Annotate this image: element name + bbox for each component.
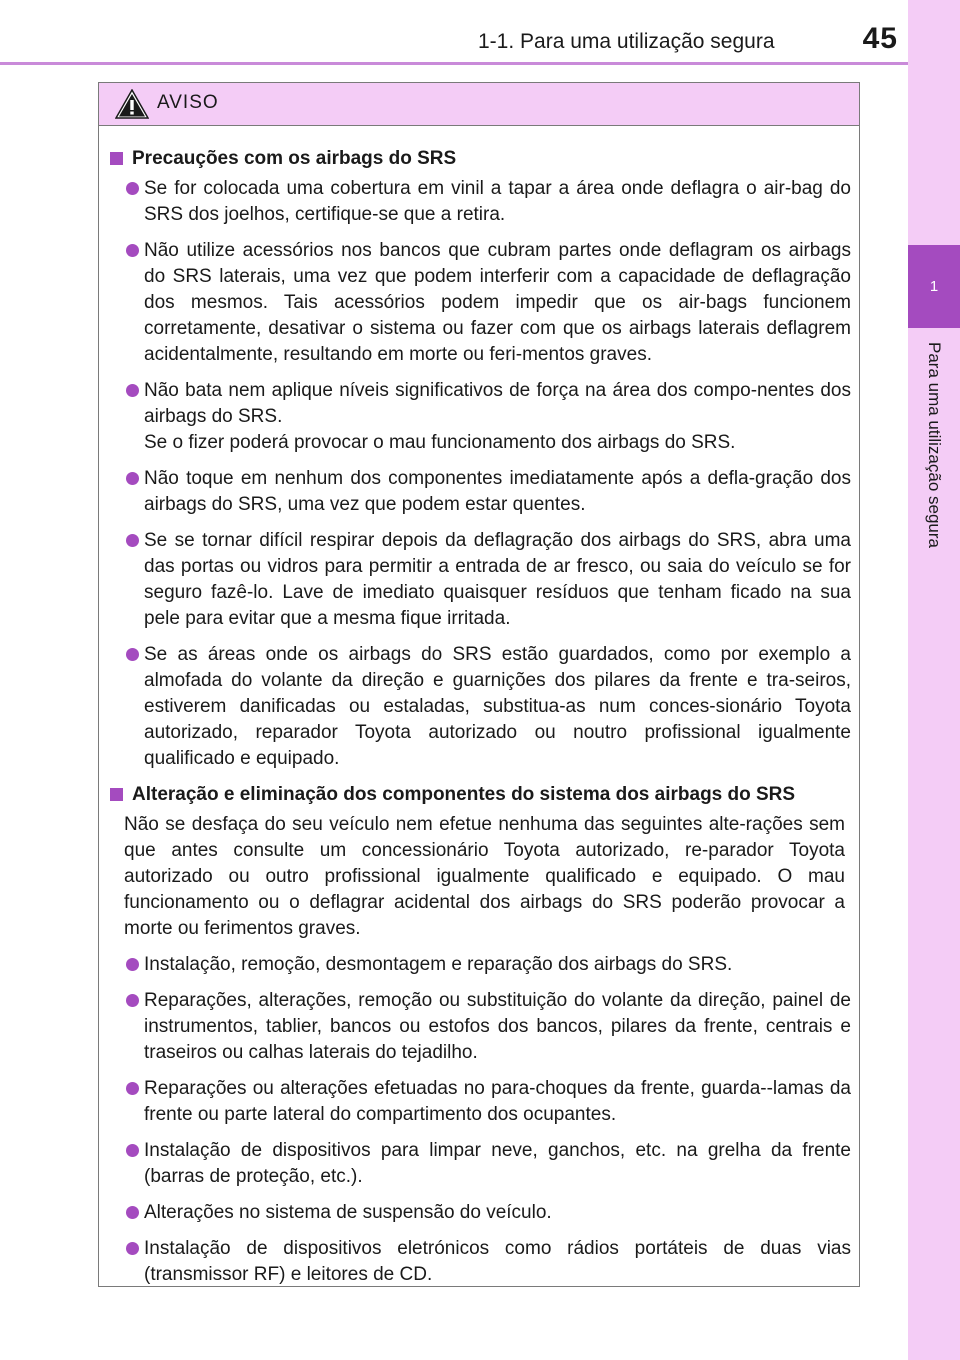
side-tab bbox=[908, 0, 960, 1360]
list-item: Instalação de dispositivos eletrónicos como rádios portáteis de duas vias (transmissor RF) e leitores de CD. bbox=[107, 1236, 851, 1288]
circle-bullet-icon bbox=[126, 244, 139, 257]
list-item: Alterações no sistema de suspensão do veículo. bbox=[107, 1200, 851, 1226]
circle-bullet-icon bbox=[126, 182, 139, 195]
circle-bullet-icon bbox=[126, 1144, 139, 1157]
warning-label: AVISO bbox=[157, 92, 219, 113]
warning-box bbox=[98, 82, 860, 1287]
list-item: Se as áreas onde os airbags do SRS estão guardados, como por exemplo a almofada do volante da direção e guarnições dos pilares da frente e tra-seiros, estiverem danificadas ou estaladas, substitua-as num conces-sionário Toyota autorizado, reparador Toyota autorizado ou noutro profissional igualmente qualificado e equipado. bbox=[107, 642, 851, 772]
circle-bullet-icon bbox=[126, 534, 139, 547]
list-item: Reparações, alterações, remoção ou substituição do volante da direção, painel de instrumentos, tablier, bancos ou estofos dos bancos, pilares da frente, centrais e traseiros ou calhas laterais do tejadilho. bbox=[107, 988, 851, 1066]
circle-bullet-icon bbox=[126, 1242, 139, 1255]
header-rule bbox=[0, 62, 908, 65]
warning-body bbox=[99, 126, 859, 1288]
circle-bullet-icon bbox=[126, 1206, 139, 1219]
section-heading: Alteração e eliminação dos componentes do sistema dos airbags do SRS bbox=[107, 782, 851, 808]
circle-bullet-icon bbox=[126, 958, 139, 971]
side-tab-number[interactable]: 1 bbox=[908, 245, 960, 328]
list-item: Se se tornar difícil respirar depois da deflagração dos airbags do SRS, abra uma das portas ou vidros para permitir a entrada de ar fresco, ou saia do veículo se for seguro fazê-lo. Lave de imediato quaisquer resíduos que tenham ficado na sua pele para evitar que a mesma fique irritada. bbox=[107, 528, 851, 632]
circle-bullet-icon bbox=[126, 472, 139, 485]
list-item: Não utilize acessórios nos bancos que cubram partes onde deflagram os airbags do SRS laterais, uma vez que podem interferir com a capacidade de deflagração dos mesmos. Tais acessórios podem impedir que os air-bags funcionem corretamente, desativar o sistema ou fazer com que os airbags laterais deflagrem acidentalmente, resultando em morte ou feri-mentos graves. bbox=[107, 238, 851, 368]
circle-bullet-icon bbox=[126, 1082, 139, 1095]
section-title: 1-1. Para uma utilização segura bbox=[478, 30, 775, 53]
square-bullet-icon bbox=[110, 152, 123, 165]
square-bullet-icon bbox=[110, 788, 123, 801]
warning-header bbox=[99, 83, 859, 126]
list-item: Não toque em nenhum dos componentes imediatamente após a defla-gração dos airbags do SRS, uma vez que podem estar quentes. bbox=[107, 466, 851, 518]
warning-triangle-icon bbox=[115, 89, 149, 119]
page-number: 45 bbox=[862, 22, 898, 55]
list-item: Não bata nem aplique níveis significativos de força na área dos compo-nentes dos airbags do SRS. Se o fizer poderá provocar o mau funcionamento dos airbags do SRS. bbox=[107, 378, 851, 456]
circle-bullet-icon bbox=[126, 994, 139, 1007]
section-heading: Precauções com os airbags do SRS bbox=[107, 146, 851, 172]
list-item: Instalação, remoção, desmontagem e reparação dos airbags do SRS. bbox=[107, 952, 851, 978]
list-item: Se for colocada uma cobertura em vinil a tapar a área onde deflagra o air-bag do SRS dos joelhos, certifique-se que a retira. bbox=[107, 176, 851, 228]
list-item: Reparações ou alterações efetuadas no para-choques da frente, guarda--lamas da frente ou parte lateral do compartimento dos ocupantes. bbox=[107, 1076, 851, 1128]
circle-bullet-icon bbox=[126, 384, 139, 397]
side-tab-label: Para uma utilização segura bbox=[925, 342, 944, 549]
circle-bullet-icon bbox=[126, 648, 139, 661]
section-intro: Não se desfaça do seu veículo nem efetue nenhuma das seguintes alte-rações sem que antes consulte um concessionário Toyota autorizado, re-parador Toyota autorizado ou outro profissional igualmente qualificado e equipado. O mau funcionamento ou o deflagrar acidental dos airbags do SRS poderão provocar a morte ou ferimentos graves. bbox=[124, 814, 845, 939]
list-item: Instalação de dispositivos para limpar neve, ganchos, etc. na grelha da frente (barras de proteção, etc.). bbox=[107, 1138, 851, 1190]
